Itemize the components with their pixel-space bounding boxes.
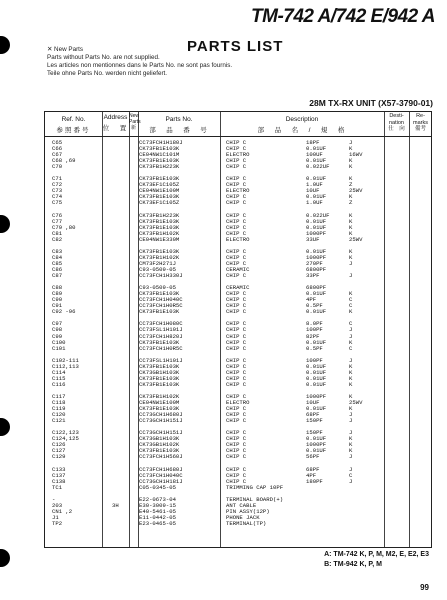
table-cell: 0.01UF: [306, 338, 327, 346]
table-cell: E40-5461-05: [139, 507, 176, 515]
table-cell: CK73FB1E103K: [139, 193, 180, 201]
table-cell: C82: [52, 235, 63, 243]
table-cell: ELECTRO: [226, 399, 250, 407]
table-cell: CHIP C: [226, 229, 247, 237]
table-cell: CHIP C: [226, 374, 247, 382]
table-cell: J: [349, 326, 353, 334]
table-cell: C121: [52, 417, 66, 425]
header-ref: Ref. No. 参照番号: [56, 116, 91, 134]
header-destination: Desti- nation 仕 向: [388, 113, 405, 132]
table-cell: CHIP C: [226, 296, 247, 304]
table-cell: C67: [52, 151, 63, 159]
table-cell: C76: [52, 211, 63, 219]
table-cell: CK73FB1H223K: [139, 211, 180, 219]
table-cell: PIN ASSY(12P): [226, 507, 270, 515]
table-cell: C124,125: [52, 435, 79, 443]
table-cell: CC73GCH1H680J: [139, 411, 183, 419]
table-cell: CHIP C: [226, 338, 247, 346]
table-cell: CN1 ,2: [52, 507, 73, 515]
table-cell: 56PF: [306, 453, 320, 461]
punch-hole: [0, 36, 10, 54]
table-cell: CE04NW1E330M: [139, 235, 180, 243]
table-cell: 4PF: [306, 471, 317, 479]
table-cell: CC73FCH1H820J: [139, 332, 183, 340]
table-cell: CK73GB1H103K: [139, 368, 180, 376]
table-cell: -: [52, 495, 56, 503]
table-cell: 0.01UF: [306, 217, 327, 225]
table-cell: 10UF: [306, 399, 320, 407]
table-cell: CC73FCH1H040C: [139, 471, 183, 479]
table-cell: K: [349, 405, 353, 413]
header-new: New Parts 新: [129, 113, 141, 131]
table-cell: CK73FB1E103K: [139, 380, 180, 388]
table-cell: K: [349, 175, 353, 183]
table-cell: CK73FB1E103K: [139, 362, 180, 370]
table-cell: CK73FB1E103K: [139, 223, 180, 231]
table-cell: K: [349, 157, 353, 165]
punch-hole: [0, 418, 10, 436]
table-cell: C85: [52, 259, 63, 267]
table-cell: CHIP C: [226, 326, 247, 334]
table-cell: CE04NW1E100M: [139, 187, 180, 195]
table-cell: C137: [52, 471, 66, 479]
table-cell: TERMINAL BOARD(+): [226, 495, 284, 503]
table-cell: C: [349, 296, 353, 304]
table-cell: CK73FB1H102K: [139, 392, 180, 400]
table-cell: 6800PF: [306, 284, 327, 292]
table-cell: C101: [52, 344, 66, 352]
table-cell: CM73F2H271J: [139, 259, 176, 267]
table-cell: 16WV: [349, 151, 363, 159]
header-description: Description 部 品 名 / 規 格: [257, 116, 347, 134]
table-cell: CHIP C: [226, 181, 247, 189]
table-cell: 0.01UF: [306, 290, 327, 298]
note-line: Les articles non mentionnes dans le Parts No. ne sont pas fournis.: [47, 62, 233, 69]
table-cell: CHIP C: [226, 211, 247, 219]
table-cell: CHIP C: [226, 411, 247, 419]
table-cell: CK73FB1E103K: [139, 447, 180, 455]
table-cell: 203: [52, 501, 63, 509]
table-cell: CHIP C: [226, 139, 247, 146]
table-cell: C86: [52, 265, 63, 273]
table-cell: C98: [52, 326, 63, 334]
table-cell: CHIP C: [226, 163, 247, 171]
table-cell: 0.01UF: [306, 145, 327, 153]
table-cell: C91: [52, 302, 63, 310]
table-cell: 150PF: [306, 417, 323, 425]
table-cell: CHIP C: [226, 157, 247, 165]
table-cell: ELECTRO: [226, 151, 250, 159]
table-cell: 1000PF: [306, 229, 327, 237]
table-cell: C70: [52, 163, 63, 171]
punch-hole: [0, 549, 10, 567]
table-cell: CC73GCH1H151J: [139, 429, 183, 437]
table-cell: CK73FB1E103K: [139, 175, 180, 183]
table-cell: CC73FCH1H080C: [139, 320, 183, 328]
table-cell: 1000PF: [306, 392, 327, 400]
table-cell: 1000PF: [306, 253, 327, 261]
table-cell: CHIP C: [226, 193, 247, 201]
table-cell: C79 ,80: [52, 223, 76, 231]
table-cell: 100PF: [306, 326, 323, 334]
table-cell: 0.01UF: [306, 308, 327, 316]
table-cell: CK73FB1E103K: [139, 374, 180, 382]
table-cell: 0.01UF: [306, 175, 327, 183]
table-cell: J: [349, 272, 353, 280]
table-cell: 0.01UF: [306, 193, 327, 201]
table-cell: C133: [52, 465, 66, 473]
table-cell: CE04NW1C101M: [139, 151, 180, 159]
table-cell: C102-111: [52, 356, 79, 364]
table-cell: CHIP C: [226, 356, 247, 364]
table-cell: C116: [52, 380, 66, 388]
table-cell: 3H: [112, 501, 119, 509]
table-cell: 10UF: [306, 187, 320, 195]
table-cell: CHIP C: [226, 175, 247, 183]
table-cell: 0.5PF: [306, 302, 323, 310]
table-cell: CC73FCH1H0R5C: [139, 344, 183, 352]
table-cell: CHIP C: [226, 247, 247, 255]
table-cell: CK73GB1H102K: [139, 441, 180, 449]
legend-line: B: TM-942 K, P, M: [324, 561, 382, 568]
table-cell: 18PF: [306, 139, 320, 146]
table-cell: CERAMIC: [226, 284, 250, 292]
table-cell: CK73FB1H223K: [139, 163, 180, 171]
table-cell: CK73FB1H102K: [139, 229, 180, 237]
table-cell: C72: [52, 181, 63, 189]
table-cell: K: [349, 253, 353, 261]
table-cell: ELECTRO: [226, 235, 250, 243]
header-address: Address 位 置: [102, 114, 129, 132]
table-cell: C93-0509-05: [139, 284, 176, 292]
table-cell: E22-0673-04: [139, 495, 176, 503]
table-cell: K: [349, 229, 353, 237]
table-cell: K: [349, 368, 353, 376]
table-cell: CK73GB1H103K: [139, 435, 180, 443]
table-cell: TRIMMING CAP 10PF: [226, 483, 284, 491]
table-cell: C99: [52, 332, 63, 340]
table-cell: J: [349, 259, 353, 267]
table-cell: CHIP C: [226, 272, 247, 280]
table-cell: C119: [52, 405, 66, 413]
punch-hole: [0, 215, 10, 233]
table-cell: TERMINAL(TP): [226, 519, 267, 527]
table-cell: E30-3009-15: [139, 501, 176, 509]
table-cell: CHIP C: [226, 290, 247, 298]
table-cell: CHIP C: [226, 344, 247, 352]
table-cell: CHIP C: [226, 380, 247, 388]
table-cell: K: [349, 435, 353, 443]
table-cell: C100: [52, 338, 66, 346]
table-cell: CC73FSL1H101J: [139, 326, 183, 334]
table-cell: 100UF: [306, 151, 323, 159]
table-cell: C77: [52, 217, 63, 225]
table-cell: CC73FCH1H680J: [139, 465, 183, 473]
table-cell: 82PF: [306, 332, 320, 340]
table-cell: CHIP C: [226, 308, 247, 316]
table-cell: K: [349, 223, 353, 231]
table-cell: C122,123: [52, 429, 79, 437]
table-cell: 0.01UF: [306, 368, 327, 376]
destination-legend: [324, 550, 429, 570]
table-cell: CC73GCH1H181J: [139, 477, 183, 485]
table-cell: CHIP C: [226, 217, 247, 225]
table-cell: K: [349, 217, 353, 225]
table-cell: C138: [52, 477, 66, 485]
table-cell: 0.01UF: [306, 247, 327, 255]
table-cell: CC73FCH1H0R5C: [139, 302, 183, 310]
table-cell: K: [349, 338, 353, 346]
table-cell: CHIP C: [226, 441, 247, 449]
table-cell: C120: [52, 411, 66, 419]
table-cell: CHIP C: [226, 453, 247, 461]
table-cell: C: [349, 344, 353, 352]
table-cell: C90: [52, 296, 63, 304]
table-cell: C84: [52, 253, 63, 261]
table-cell: CC73FCH1H330J: [139, 272, 183, 280]
table-cell: CHIP C: [226, 447, 247, 455]
table-cell: C88: [52, 284, 63, 292]
table-cell: J: [349, 411, 353, 419]
table-cell: CK73EF1C105Z: [139, 199, 180, 207]
table-cell: 0.022UF: [306, 211, 330, 219]
table-cell: CHIP C: [226, 302, 247, 310]
table-cell: ELECTRO: [226, 187, 250, 195]
table-cell: ANT CABLE: [226, 501, 257, 509]
table-cell: 25WV: [349, 187, 363, 195]
table-cell: 0.01UF: [306, 380, 327, 388]
table-cell: J: [349, 429, 353, 437]
table-cell: CHIP C: [226, 320, 247, 328]
table-cell: CK73FB1H102K: [139, 253, 180, 261]
table-cell: K: [349, 163, 353, 171]
table-cell: 0.01UF: [306, 435, 327, 443]
header-parts: Parts No. 部 品 番 号: [149, 116, 209, 134]
table-cell: K: [349, 193, 353, 201]
table-cell: J: [349, 356, 353, 364]
table-cell: 0.01UF: [306, 447, 327, 455]
table-cell: CK73FB1E103K: [139, 145, 180, 153]
table-cell: 100PF: [306, 356, 323, 364]
table-body: [45, 140, 431, 527]
table-cell: CHIP C: [226, 435, 247, 443]
table-cell: TP2: [52, 519, 63, 527]
table-cell: CERAMIC: [226, 265, 250, 273]
table-cell: CK73FB1E103K: [139, 157, 180, 165]
table-cell: C129: [52, 453, 66, 461]
table-cell: CC73FCH1H040C: [139, 296, 183, 304]
table-cell: 68PF: [306, 411, 320, 419]
table-cell: 25WV: [349, 235, 363, 243]
table-cell: CK73FB1E103K: [139, 338, 180, 346]
table-cell: C93-0509-05: [139, 265, 176, 273]
table-cell: CK73FB1E103K: [139, 247, 180, 255]
table-cell: C74: [52, 193, 63, 201]
table-cell: C118: [52, 399, 66, 407]
table-cell: 0.01UF: [306, 157, 327, 165]
table-cell: C83: [52, 247, 63, 255]
table-cell: CK73FB1E103K: [139, 217, 180, 225]
table-cell: CC73FCH1H180J: [139, 139, 183, 146]
table-cell: J: [349, 477, 353, 485]
table-cell: E11-0442-05: [139, 513, 176, 521]
table-cell: CE04NW1E100M: [139, 399, 180, 407]
unit-title: 28M TX-RX UNIT (X57-3790-01): [309, 98, 433, 108]
table-cell: PHONE JACK: [226, 513, 260, 521]
table-cell: C: [349, 302, 353, 310]
table-cell: K: [349, 441, 353, 449]
table-cell: 68PF: [306, 465, 320, 473]
table-cell: 0.5PF: [306, 344, 323, 352]
table-cell: TC1: [52, 483, 63, 491]
table-cell: J: [349, 465, 353, 473]
table-cell: J1: [52, 513, 59, 521]
table-cell: 0.01UF: [306, 362, 327, 370]
legend-line: A: TM-742 K, P, M, M2, E, E2, E3: [324, 551, 429, 558]
table-cell: CC73GCH1H151J: [139, 417, 183, 425]
table-cell: 0.01UF: [306, 374, 327, 382]
table-cell: C71: [52, 175, 63, 183]
table-cell: C: [349, 471, 353, 479]
table-cell: C68 ,69: [52, 157, 76, 165]
table-cell: J: [349, 417, 353, 425]
table-cell: C112,113: [52, 362, 79, 370]
table-cell: CHIP C: [226, 429, 247, 437]
table-cell: CK73FB1E103K: [139, 405, 180, 413]
table-cell: CHIP C: [226, 145, 247, 153]
note-line: ✕ New Parts: [47, 46, 84, 53]
table-cell: 270PF: [306, 259, 323, 267]
table-cell: CHIP C: [226, 223, 247, 231]
table-cell: C115: [52, 374, 66, 382]
table-cell: Z: [349, 199, 353, 207]
table-cell: J: [349, 139, 353, 146]
table-cell: 1000PF: [306, 441, 327, 449]
table-cell: 180PF: [306, 477, 323, 485]
table-cell: 1.0UF: [306, 199, 323, 207]
table-cell: K: [349, 362, 353, 370]
table-cell: CK73FB1E103K: [139, 308, 180, 316]
table-cell: K: [349, 145, 353, 153]
notes-block: [47, 46, 232, 78]
table-cell: CHIP C: [226, 471, 247, 479]
page-number: 99: [420, 583, 429, 592]
table-cell: 0.022UF: [306, 163, 330, 171]
table-cell: CK73EF1C105Z: [139, 181, 180, 189]
table-cell: J: [349, 453, 353, 461]
table-cell: CC73FCH1H560J: [139, 453, 183, 461]
table-cell: CC73FSL1H101J: [139, 356, 183, 364]
table-cell: CHIP C: [226, 253, 247, 261]
table-cell: 33UF: [306, 235, 320, 243]
table-cell: 150PF: [306, 429, 323, 437]
table-header: [45, 112, 431, 137]
table-cell: C05-0345-05: [139, 483, 176, 491]
table-cell: K: [349, 380, 353, 388]
table-cell: 8.0PF: [306, 320, 323, 328]
table-cell: K: [349, 392, 353, 400]
table-cell: K: [349, 247, 353, 255]
table-cell: C97: [52, 320, 63, 328]
table-cell: CHIP C: [226, 362, 247, 370]
table-cell: 1.0UF: [306, 181, 323, 189]
table-cell: C92 -96: [52, 308, 76, 316]
table-cell: CK73FB1E103K: [139, 290, 180, 298]
table-cell: C114: [52, 368, 66, 376]
table-cell: C89: [52, 290, 63, 298]
table-cell: C75: [52, 199, 63, 207]
table-cell: 4PF: [306, 296, 317, 304]
table-cell: C: [349, 320, 353, 328]
table-cell: 25WV: [349, 399, 363, 407]
table-cell: CHIP C: [226, 417, 247, 425]
table-cell: CHIP C: [226, 392, 247, 400]
table-cell: C87: [52, 272, 63, 280]
table-cell: 33PF: [306, 272, 320, 280]
table-cell: CHIP C: [226, 332, 247, 340]
table-cell: C127: [52, 447, 66, 455]
table-cell: K: [349, 290, 353, 298]
note-line: Teile ohne Parts No. werden nicht geliefert.: [47, 70, 168, 77]
header-remarks: Re- marks 備考: [413, 113, 428, 132]
model-title: TM-742 A/742 E/942 A: [251, 6, 435, 27]
table-cell: C81: [52, 229, 63, 237]
table-cell: E23-0465-05: [139, 519, 176, 527]
parts-table: [44, 111, 432, 548]
table-row: [45, 521, 431, 527]
table-cell: K: [349, 211, 353, 219]
note-line: Parts without Parts No. are not supplied.: [47, 54, 160, 61]
table-cell: 6800PF: [306, 265, 327, 273]
table-cell: Z: [349, 181, 353, 189]
table-cell: CHIP C: [226, 259, 247, 267]
table-cell: CHIP C: [226, 368, 247, 376]
table-cell: 0.01UF: [306, 223, 327, 231]
table-cell: K: [349, 308, 353, 316]
table-cell: C66: [52, 145, 63, 153]
table-cell: J: [349, 332, 353, 340]
table-cell: CHIP C: [226, 477, 247, 485]
table-cell: K: [349, 374, 353, 382]
table-cell: C65: [52, 139, 63, 146]
table-cell: CHIP C: [226, 199, 247, 207]
table-cell: C126: [52, 441, 66, 449]
table-cell: 0.01UF: [306, 405, 327, 413]
table-cell: K: [349, 447, 353, 455]
table-cell: C73: [52, 187, 63, 195]
table-cell: CHIP C: [226, 405, 247, 413]
table-cell: CHIP C: [226, 465, 247, 473]
table-cell: C117: [52, 392, 66, 400]
page-title: PARTS LIST: [187, 38, 284, 55]
